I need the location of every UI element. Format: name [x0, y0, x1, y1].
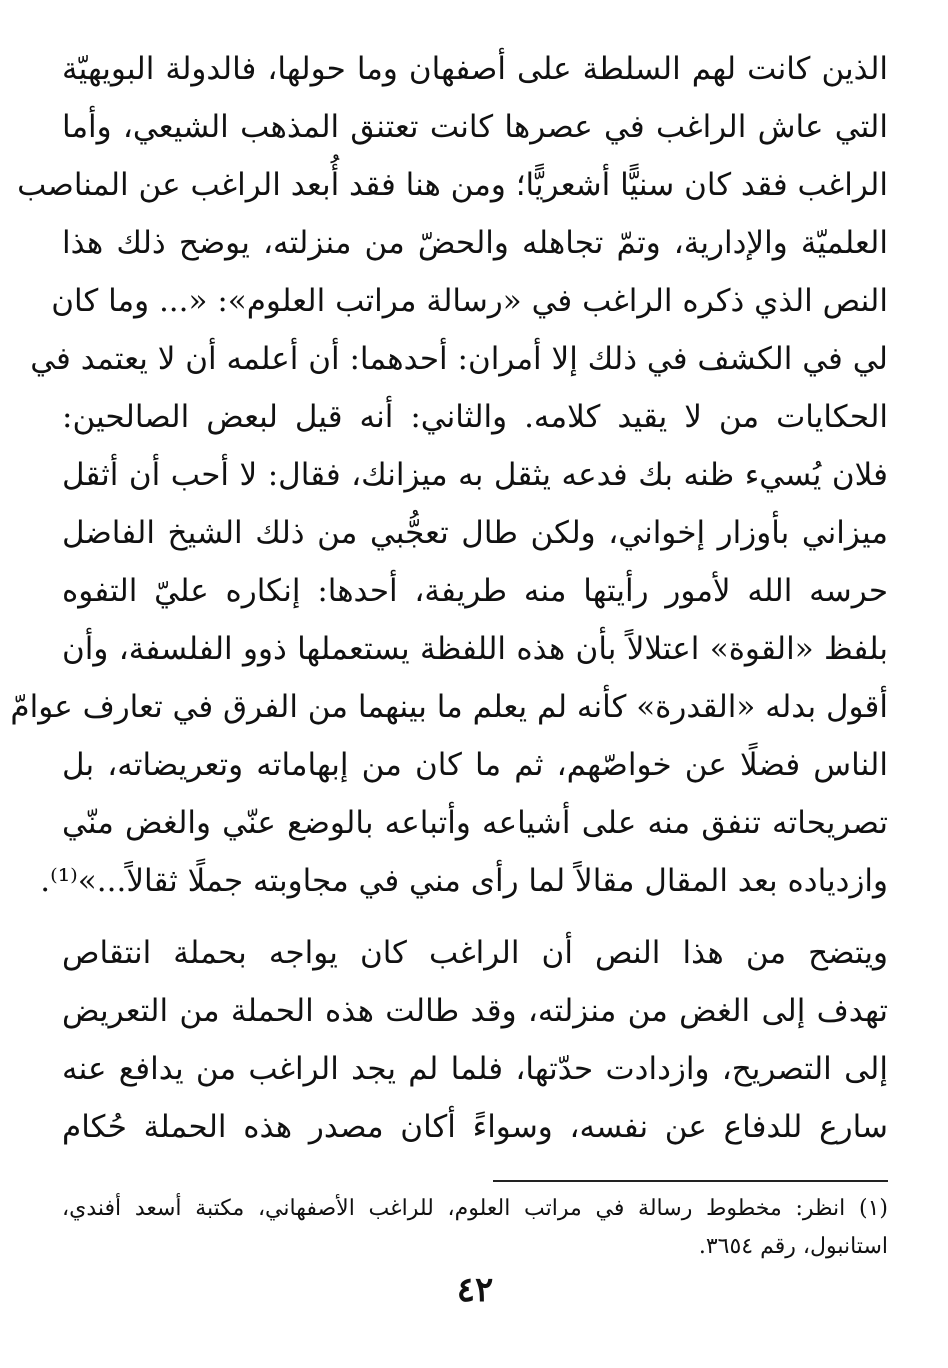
text-line: بلفظ «القوة» اعتلالاً بأن هذه اللفظة يستعملها ذوو الفلسفة، وأن — [62, 631, 888, 667]
page-number: ٤٢ — [456, 1270, 494, 1310]
text-line: فلان يُسيء ظنه بك فدعه يثقل به ميزانك، فقال: لا أحب أن أثقل — [62, 457, 888, 493]
text-line: أقول بدله «القدرة» كأنه لم يعلم ما بينهما من الفرق في تعارف عوامّ — [10, 689, 888, 725]
text-line: حرسه الله لأمور رأيتها منه طريفة، أحدها: إنكاره عليّ التفوه — [62, 573, 888, 609]
text-line: ميزاني بأوزار إخواني، ولكن طال تعجُّبي من ذلك الشيخ الفاضل — [62, 515, 888, 551]
text-line: الناس فضلًا عن خواصّهم، ثم ما كان من إبهاماته وتعريضاته، بل — [62, 747, 888, 783]
quoted-passage-paragraph — [10, 40, 888, 910]
footnote-line: استانبول، رقم ٣٦٥٤. — [698, 1234, 888, 1259]
text-line: سارع للدفاع عن نفسه، وسواءً أكان مصدر هذه الحملة حُكام — [62, 1109, 888, 1145]
paragraph-spacer — [62, 910, 888, 924]
text-line: العلميّة والإدارية، وتمّ تجاهله والحضّ من منزلته، يوضح ذلك هذا — [62, 225, 888, 261]
text-line: ويتضح من هذا النص أن الراغب كان يواجه بحملة انتقاص — [62, 935, 888, 971]
text-line: الحكايات من لا يقيد كلامه. والثاني: أنه قيل لبعض الصالحين: — [62, 399, 888, 435]
text-line: النص الذي ذكره الراغب في «رسالة مراتب العلوم»: «... وما كان — [51, 283, 888, 319]
text-line: الذين كانت لهم السلطة على أصفهان وما حولها، فالدولة البويهيّة — [62, 51, 888, 87]
text-line: التي عاش الراغب في عصرها كانت تعتنق المذهب الشيعي، وأما — [62, 109, 888, 145]
text-line: تهدف إلى الغض من منزلته، وقد طالت هذه الحملة من التعريض — [62, 993, 888, 1029]
footnote — [62, 1190, 888, 1266]
footnote-line: (١) انظر: مخطوط رسالة في مراتب العلوم، للراغب الأصفهاني، مكتبة أسعد أفندي، — [62, 1196, 888, 1221]
text-line: إلى التصريح، وازدادت حدّتها، فلما لم يجد الراغب من يدافع عنه — [62, 1051, 888, 1087]
book-page — [10, 40, 888, 1368]
text-line: تصريحاته تنفق منه على أشياعه وأتباعه بالوضع عنّي والغض منّي — [62, 805, 888, 841]
body-paragraph — [62, 924, 888, 1156]
text-line: وازدياده بعد المقال مقالاً لما رأى مني في مجاوبته جملًا ثقالاً...»⁽¹⁾. — [40, 863, 888, 899]
footnote-separator — [493, 1180, 888, 1182]
text-line: لي في الكشف في ذلك إلا أمران: أحدهما: أن أعلمه أن لا يعتمد في — [30, 341, 888, 377]
text-line: الراغب فقد كان سنيًّا أشعريًّا؛ ومن هنا فقد أُبعد الراغب عن المناصب — [17, 167, 888, 203]
